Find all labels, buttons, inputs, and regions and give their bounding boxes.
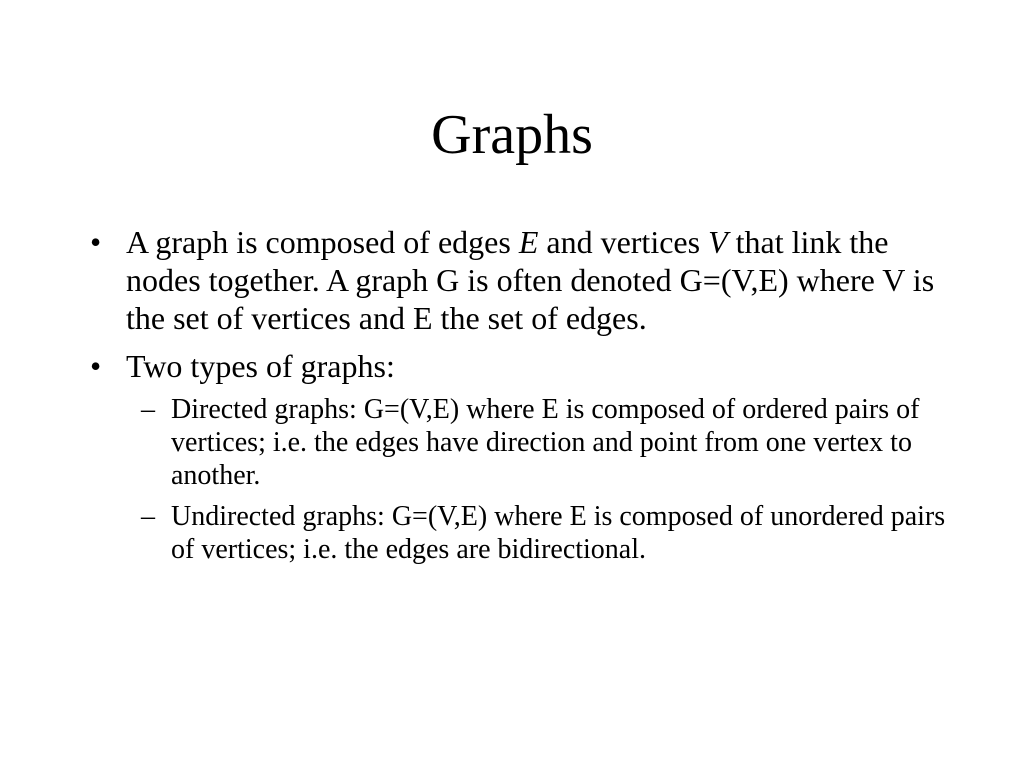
bullet-icon: •: [90, 348, 102, 384]
sub-bullet-list: [86, 393, 946, 566]
dash-icon: –: [141, 394, 155, 425]
bullet-item-graph-definition: [86, 223, 946, 337]
bullet-icon: •: [90, 224, 102, 260]
dash-icon: –: [141, 501, 155, 532]
slide-body: [86, 223, 946, 574]
bullet-text-part: that link the nodes together. A graph G is often denoted G=(V,E) where V is the set of vertices and E the set of edges.: [126, 224, 935, 336]
sub-bullet-text: Undirected graphs: G=(V,E) where E is composed of unordered pairs of vertices; i.e. the edges are bidirectional.: [171, 501, 946, 565]
bullet-text-part: and vertices: [538, 224, 709, 260]
sub-bullet-item-directed: [86, 393, 946, 492]
sub-bullet-item-undirected: [86, 500, 946, 566]
edges-symbol: E: [518, 224, 539, 260]
bullet-text-part: A graph is composed of edges: [126, 224, 519, 260]
bullet-item-graph-types: [86, 347, 946, 385]
sub-bullet-text: Directed graphs: G=(V,E) where E is composed of ordered pairs of vertices; i.e. the edges have direction and point from one vertex to another.: [171, 394, 920, 491]
slide-title: Graphs: [431, 104, 593, 166]
bullet-text: Two types of graphs:: [126, 348, 395, 384]
vertices-symbol: V: [708, 224, 728, 260]
